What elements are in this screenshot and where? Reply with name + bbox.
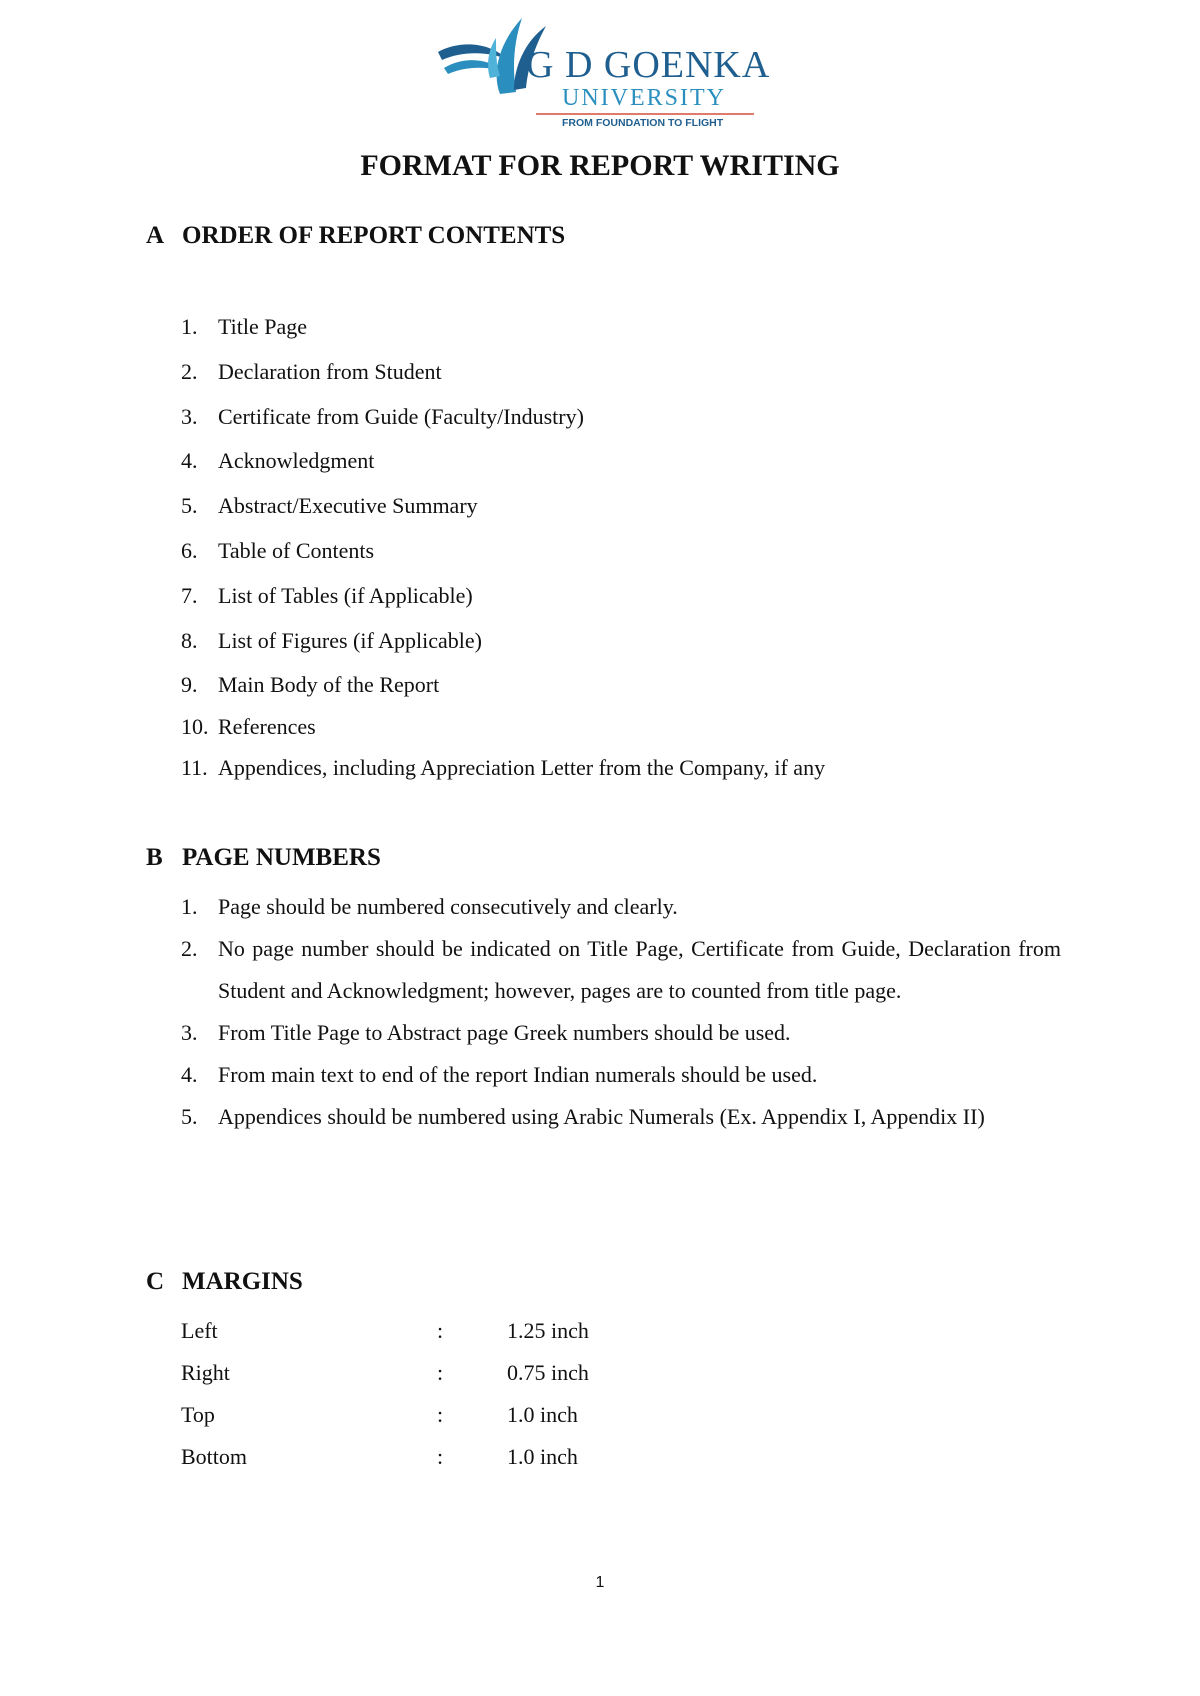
item-text: Declaration from Student xyxy=(218,358,442,384)
page-numbers-list xyxy=(181,886,1061,1138)
item-number: 6. xyxy=(181,537,198,563)
list-item xyxy=(181,928,1061,1012)
item-text: List of Tables (if Applicable) xyxy=(218,582,473,608)
section-title: PAGE NUMBERS xyxy=(182,844,381,871)
list-item xyxy=(181,491,1061,536)
item-number: 2. xyxy=(181,936,198,961)
item-text: References xyxy=(218,713,316,739)
list-item xyxy=(181,536,1061,581)
margins-table xyxy=(181,1310,781,1478)
item-text: No page number should be indicated on Title Page, Certificate from Guide, Declaration from Student and Acknowledgment; however, pages are to counted from title page. xyxy=(218,936,1061,1003)
item-number: 7. xyxy=(181,582,198,608)
university-logo xyxy=(430,12,770,132)
margin-value: 1.25 inch xyxy=(507,1318,589,1343)
list-item xyxy=(181,581,1061,626)
item-text: Table of Contents xyxy=(218,537,375,563)
section-letter: B xyxy=(146,844,163,871)
item-number: 8. xyxy=(181,627,198,653)
item-number: 5. xyxy=(181,493,198,519)
item-text: From main text to end of the report Indian numerals should be used. xyxy=(218,1062,818,1087)
report-contents-list xyxy=(181,312,1061,795)
item-number: 10. xyxy=(181,713,209,739)
list-item xyxy=(181,753,1061,795)
item-number: 5. xyxy=(181,1104,198,1129)
margin-separator: : xyxy=(437,1402,444,1427)
list-item xyxy=(181,886,1061,928)
margin-row-right xyxy=(181,1352,781,1394)
margin-separator: : xyxy=(437,1360,444,1385)
item-number: 9. xyxy=(181,672,198,698)
section-a-heading xyxy=(146,221,565,251)
item-number: 3. xyxy=(181,1020,198,1045)
list-item xyxy=(181,1054,1061,1096)
margin-separator: : xyxy=(437,1318,444,1343)
item-number: 4. xyxy=(181,1062,198,1087)
item-text: List of Figures (if Applicable) xyxy=(218,627,482,653)
item-text: Appendices should be numbered using Arabic Numerals (Ex. Appendix I, Appendix II) xyxy=(218,1104,985,1129)
margin-label: Right xyxy=(181,1360,230,1385)
item-text: From Title Page to Abstract page Greek numbers should be used. xyxy=(218,1020,791,1045)
item-text: Abstract/Executive Summary xyxy=(218,493,478,519)
list-item xyxy=(181,1012,1061,1054)
margin-label: Bottom xyxy=(181,1444,248,1469)
item-number: 3. xyxy=(181,403,198,429)
section-letter: C xyxy=(146,1268,165,1295)
item-text: Title Page xyxy=(218,314,308,339)
item-text: Main Body of the Report xyxy=(218,672,440,698)
margin-label: Left xyxy=(181,1318,218,1343)
page-number: 1 xyxy=(595,1574,605,1591)
section-title: ORDER OF REPORT CONTENTS xyxy=(182,222,566,249)
margin-separator: : xyxy=(437,1444,444,1469)
item-text: Appendices, including Appreciation Letter from the Company, if any xyxy=(218,755,826,781)
logo-tagline: FROM FOUNDATION TO FLIGHT xyxy=(562,117,724,129)
margin-row-left xyxy=(181,1310,781,1352)
margin-row-bottom xyxy=(181,1436,781,1478)
list-item xyxy=(181,670,1061,712)
margin-row-top xyxy=(181,1394,781,1436)
list-item xyxy=(181,712,1061,754)
logo-university-text: UNIVERSITY xyxy=(562,85,726,111)
list-item xyxy=(181,626,1061,671)
list-item xyxy=(181,1096,1061,1138)
item-text: Certificate from Guide (Faculty/Industry) xyxy=(218,403,584,429)
item-number: 11. xyxy=(181,755,208,781)
list-item xyxy=(181,312,1061,357)
margin-value: 1.0 inch xyxy=(507,1444,578,1469)
logo-divider xyxy=(536,113,754,115)
margin-value: 1.0 inch xyxy=(507,1402,578,1427)
margin-value: 0.75 inch xyxy=(507,1360,589,1385)
section-b-heading xyxy=(146,843,381,873)
item-number: 2. xyxy=(181,358,198,384)
margin-label: Top xyxy=(181,1402,215,1427)
section-letter: A xyxy=(146,222,165,249)
list-item xyxy=(181,446,1061,491)
item-number: 1. xyxy=(181,894,198,919)
section-c-heading xyxy=(146,1267,303,1297)
list-item xyxy=(181,357,1061,402)
item-number: 4. xyxy=(181,448,198,474)
list-item xyxy=(181,402,1061,447)
item-number: 1. xyxy=(181,314,198,339)
logo-brand-name: G D GOENKA xyxy=(526,44,771,86)
item-text: Page should be numbered consecutively and clearly. xyxy=(218,894,678,919)
section-title: MARGINS xyxy=(182,1268,303,1295)
item-text: Acknowledgment xyxy=(218,448,375,474)
document-title: FORMAT FOR REPORT WRITING xyxy=(360,149,840,182)
